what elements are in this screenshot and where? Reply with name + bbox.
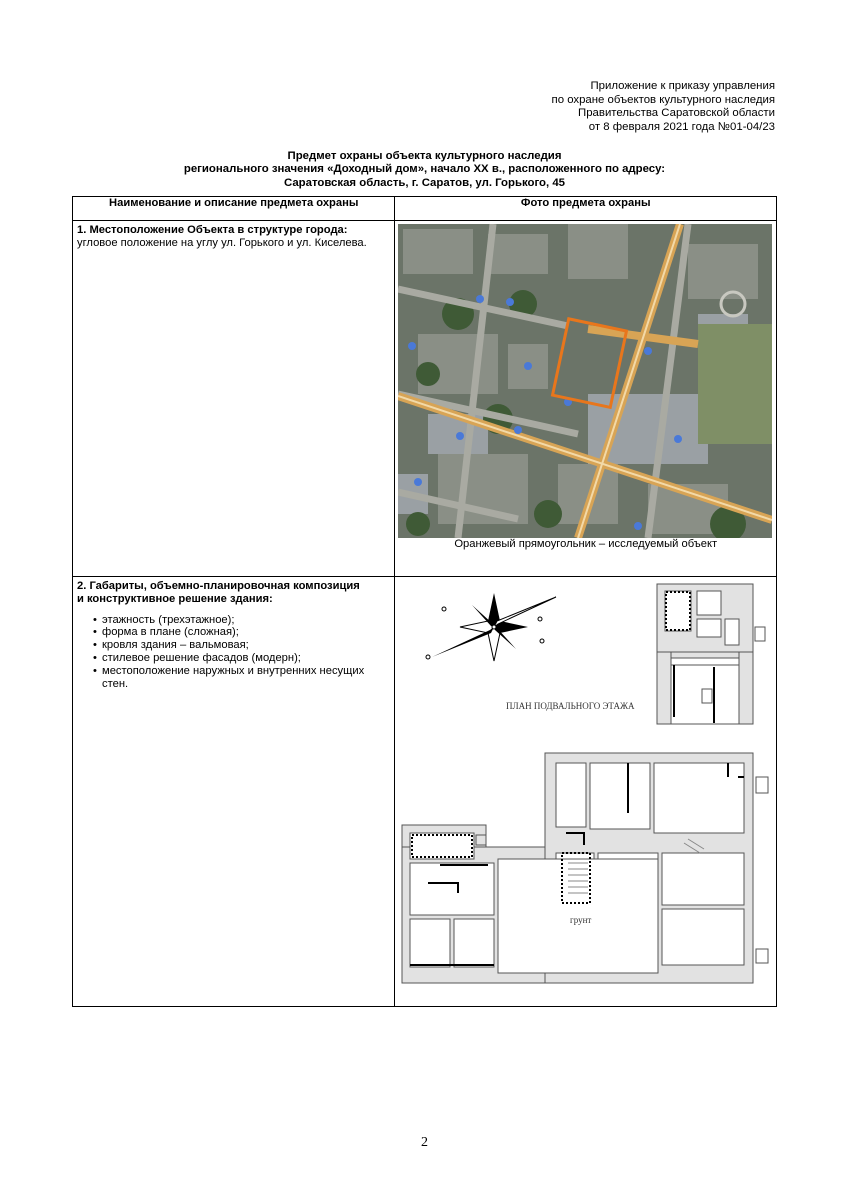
list-item: • кровля здания – вальмовая; — [93, 639, 390, 652]
appendix-line: Приложение к приказу управления — [590, 80, 775, 92]
protection-subject-table — [72, 196, 777, 1007]
title-line: Предмет охраны объекта культурного наследия — [287, 150, 562, 162]
location-text: угловое положение на углу ул. Горького и ул. Киселева. — [77, 236, 367, 249]
table-header-row — [73, 197, 777, 221]
list-item: • форма в плане (сложная); — [93, 626, 390, 639]
photo-caption: Оранжевый прямоугольник – исследуемый объект — [454, 538, 718, 550]
title-line: Саратовская область, г. Саратов, ул. Горького, 45 — [283, 176, 566, 189]
dimensions-title-line: 2. Габариты, объемно-планировочная композиция — [77, 580, 360, 592]
title-line: регионального значения «Доходный дом», начало ХХ в., расположенного по адресу: — [183, 163, 666, 176]
dimensions-description-cell — [73, 577, 395, 1007]
location-description-cell — [73, 221, 395, 577]
appendix-line: Правительства Саратовской области — [578, 107, 775, 120]
page-number: 2 — [421, 1135, 428, 1150]
dimensions-title-line: и конструктивное решение здания: — [77, 592, 273, 605]
column-header-photo: Фото предмета охраны — [395, 197, 777, 221]
list-item: • стилевое решение фасадов (модерн); — [93, 652, 390, 665]
table-row-location — [73, 221, 777, 577]
appendix-note — [355, 80, 775, 134]
ground-label: грунт — [570, 915, 592, 925]
basement-floor-plan — [398, 577, 774, 1005]
floor-plan-cell — [395, 577, 777, 1007]
appendix-line: по охране объектов культурного наследия — [551, 93, 775, 106]
features-list — [77, 614, 390, 691]
document-title — [72, 150, 777, 190]
list-item: • местоположение наружных и внутренних несущих стен. — [93, 665, 390, 691]
compass-rose-icon — [426, 593, 556, 661]
column-header-description: Наименование и описание предмета охраны — [73, 197, 395, 221]
list-item: • этажность (трехэтажное); — [93, 614, 390, 627]
appendix-line: от 8 февраля 2021 года №01-04/23 — [588, 120, 775, 133]
table-row-dimensions — [73, 577, 777, 1007]
satellite-map-photo — [398, 224, 772, 538]
location-photo-cell — [395, 221, 777, 577]
location-title: 1. Местоположение Объекта в структуре города: — [77, 224, 348, 236]
plan-title-label: ПЛАН ПОДВАЛЬНОГО ЭТАЖА — [506, 701, 635, 711]
